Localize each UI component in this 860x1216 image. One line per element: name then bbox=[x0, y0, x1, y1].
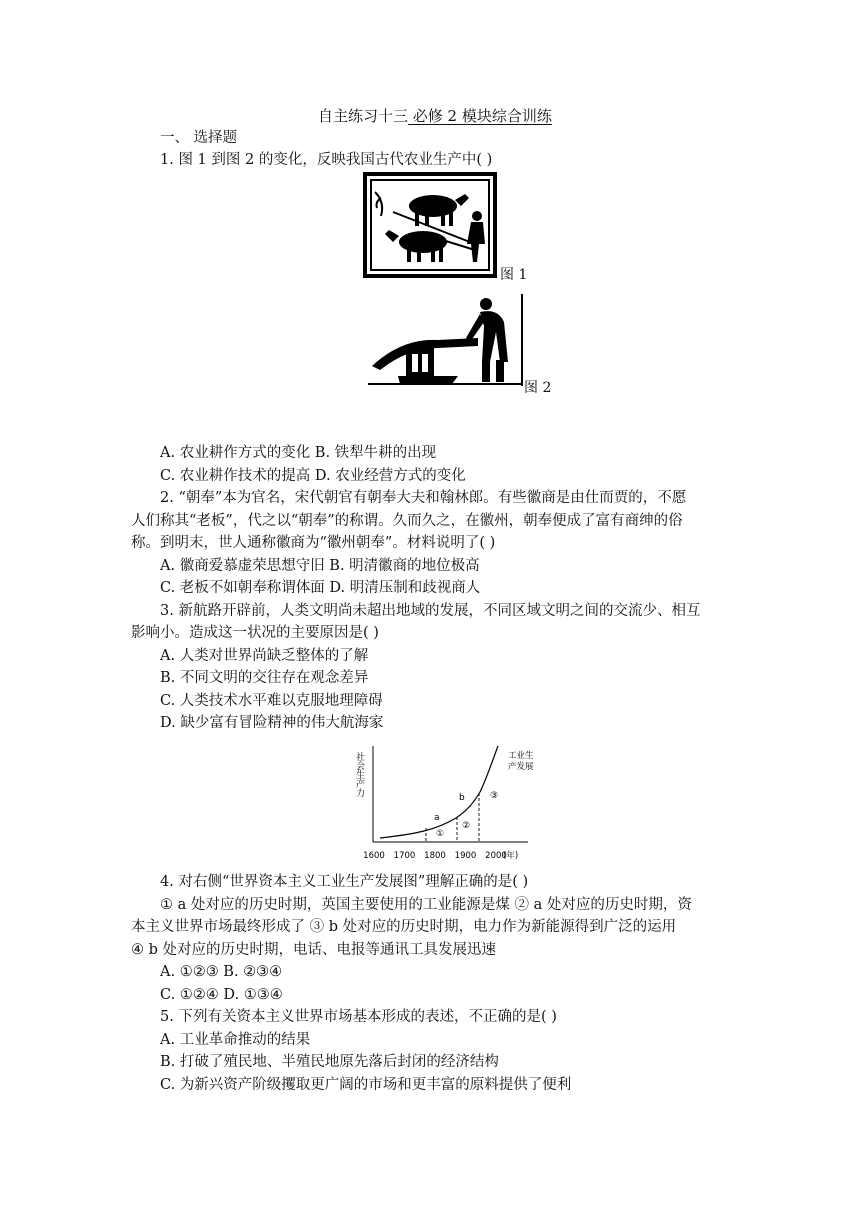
curve-label-line-1: 工业生 bbox=[508, 751, 534, 761]
q2-line-1: 2. “朝奉”本为官名，宋代朝官有朝奉大夫和翰林郎。有些徽商是由仕而贾的，不愿 bbox=[160, 490, 687, 506]
q5-stem: 5. 下列有关资本主义世界市场基本形成的表述，不正确的是( ) bbox=[160, 1009, 557, 1025]
q1-stem: 1. 图 1 到图 2 的变化，反映我国古代农业生产中( ) bbox=[160, 152, 493, 168]
q2-options-cd: C. 老板不如朝奉称谓体面 D. 明清压制和歧视商人 bbox=[160, 580, 481, 596]
q3-option-d: D. 缺少富有冒险精神的伟大航海家 bbox=[160, 715, 384, 731]
q3-line-2: 影响小。造成这一状况的主要原因是( ) bbox=[131, 625, 379, 641]
q4-line-4: ④ b 处对应的历史时期，电话、电报等通讯工具发展迅速 bbox=[131, 942, 496, 958]
x-unit-label: (年) bbox=[503, 851, 519, 861]
q2-line-2: 人们称其“老板”，代之以“朝奉”的称谓。久而久之，在徽州，朝奉便成了富有商绅的俗 bbox=[131, 513, 683, 529]
q5-option-b: B. 打破了殖民地、半殖民地原先落后封闭的经济结构 bbox=[160, 1054, 499, 1070]
x-tick-label-1600: 1600 bbox=[363, 851, 385, 861]
figure-2-man-plough bbox=[368, 294, 524, 386]
q4-line-3: 本主义世界市场最终形成了 ③ b 处对应的历史时期，电力作为新能源得到广泛的运用 bbox=[131, 919, 677, 935]
x-tick-label-1800: 1800 bbox=[424, 851, 446, 861]
section-heading: 一、 选择题 bbox=[160, 130, 238, 146]
q3-option-b: B. 不同文明的交往存在观念差异 bbox=[160, 670, 369, 686]
q2-line-3: 称。到明末，世人通称徽商为“徽州朝奉”。材料说明了( ) bbox=[131, 535, 496, 551]
q4-options-cd: C. ①②④ D. ①③④ bbox=[160, 987, 283, 1003]
q2-options-ab: A. 徽商爱慕虚荣思想守旧 B. 明清徽商的地位极高 bbox=[160, 558, 480, 574]
q4-stem: 4. 对右侧“世界资本主义工业生产发展图”理解正确的是( ) bbox=[160, 874, 529, 890]
chart-ylabel: 社会生产力 bbox=[354, 752, 364, 797]
q5-option-c: C. 为新兴资产阶级攫取更广阔的市场和更丰富的原料提供了便利 bbox=[160, 1077, 572, 1093]
region-label-3: ③ bbox=[490, 791, 499, 801]
title-underlined: 必修 2 模块综合训练 bbox=[408, 107, 552, 125]
x-tick-label-2000: 2000 bbox=[485, 851, 507, 861]
q3-option-c: C. 人类技术水平难以克服地理障碍 bbox=[160, 693, 383, 709]
production-curve bbox=[380, 746, 498, 838]
figure-1-label: 图 1 bbox=[500, 267, 528, 283]
figure-2-label: 图 2 bbox=[524, 380, 552, 396]
page-title bbox=[318, 106, 552, 126]
industrial-development-chart bbox=[356, 740, 536, 864]
x-tick-label-1900: 1900 bbox=[454, 851, 477, 861]
region-label-1: ① bbox=[436, 829, 445, 839]
q5-option-a: A. 工业革命推动的结果 bbox=[160, 1032, 311, 1048]
q3-option-a: A. 人类对世界尚缺乏整体的了解 bbox=[160, 648, 369, 664]
q1-options-cd: C. 农业耕作技术的提高 D. 农业经营方式的变化 bbox=[160, 468, 466, 484]
q3-line-1: 3. 新航路开辟前，人类文明尚未超出地域的发展，不同区域文明之间的交流少、相互 bbox=[160, 603, 701, 619]
x-tick-label-1700: 1700 bbox=[393, 851, 416, 861]
q1-options-ab: A. 农业耕作方式的变化 B. 铁犁牛耕的出现 bbox=[160, 445, 437, 461]
region-label-2: ② bbox=[462, 821, 471, 831]
title-prefix: 自主练习十三 bbox=[318, 107, 409, 125]
q4-line-2: ① a 处对应的历史时期，英国主要使用的工业能源是煤 ② a 处对应的历史时期，资 bbox=[160, 897, 692, 913]
curve-label-line-2: 产发展 bbox=[508, 762, 534, 772]
point-label-b: b bbox=[459, 793, 465, 803]
point-label-a: a bbox=[434, 813, 440, 823]
q4-options-ab: A. ①②③ B. ②③④ bbox=[160, 964, 283, 980]
figure-1-ox-plough bbox=[363, 172, 499, 280]
